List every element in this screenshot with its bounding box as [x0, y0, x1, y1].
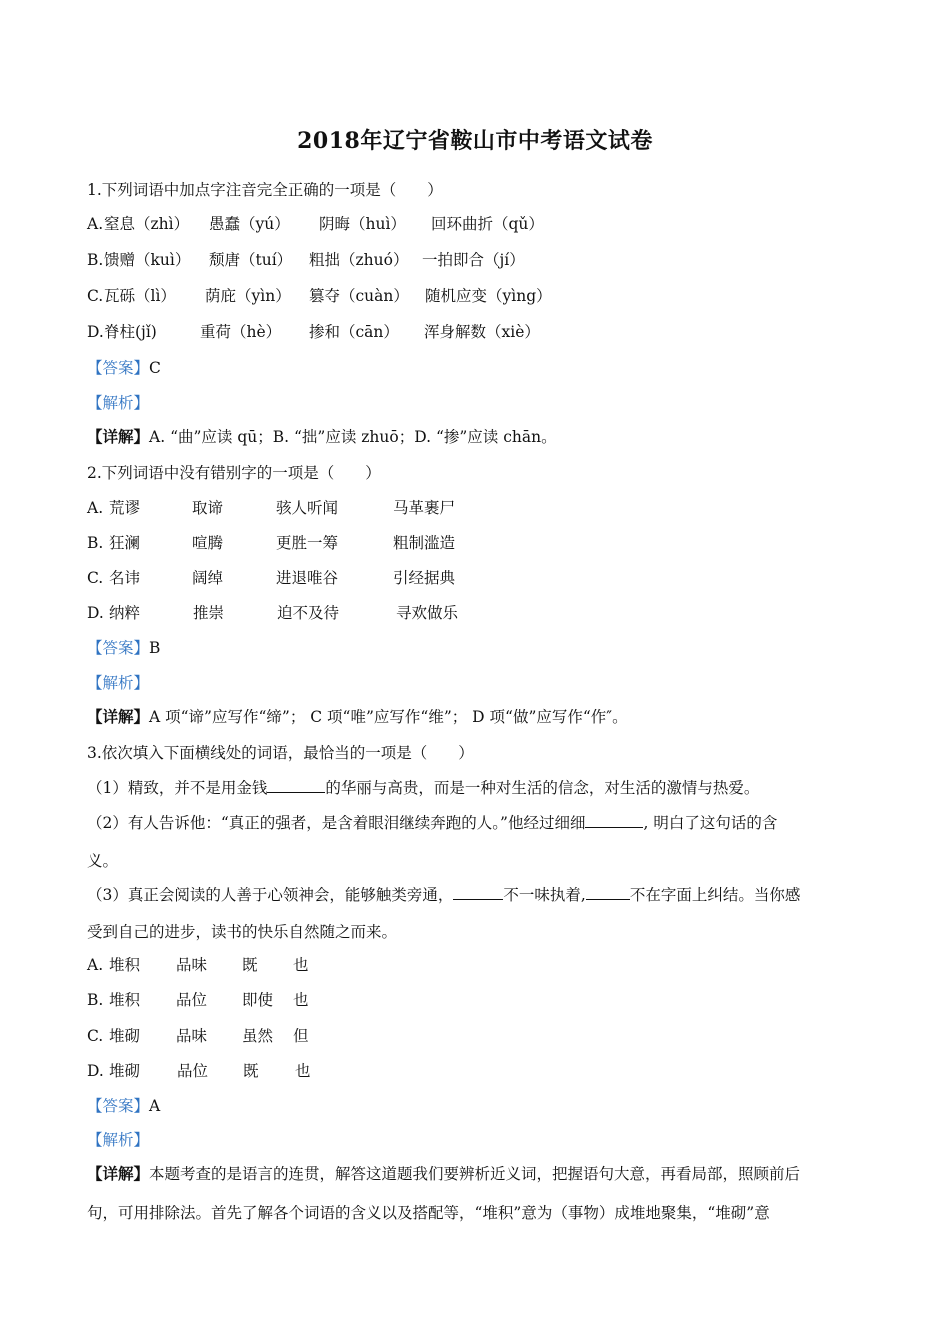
option-letter: D.	[87, 1062, 104, 1080]
question-1-answer	[87, 358, 161, 378]
option-item: 荒谬	[109, 499, 141, 517]
option-letter: D.	[87, 323, 104, 341]
sentence-text: （1）精致，并不是用金钱	[87, 779, 268, 797]
option-item: 浑身解数（xiè）	[424, 323, 540, 341]
option-item: 既	[243, 1062, 259, 1080]
option-letter: B.	[87, 991, 104, 1009]
option-item: 名讳	[109, 569, 141, 587]
detail-text: 本题考查的是语言的连贯，解答这道题我们要辨析近义词，把握语句大意，再看局部，照顾前后	[149, 1165, 801, 1183]
option-letter: A.	[87, 499, 104, 517]
question-1-detail	[87, 427, 557, 447]
option-letter: D.	[87, 604, 104, 622]
option-item: 既	[242, 956, 258, 974]
option-item: 堆积	[109, 956, 141, 974]
option-item: 堆砌	[109, 1062, 141, 1080]
option-item: 骇人听闻	[276, 499, 339, 517]
option-letter: A.	[87, 956, 104, 974]
option-item: 一拍即合（jí）	[422, 251, 525, 269]
question-3-detail	[87, 1164, 867, 1184]
answer-tag: 【答案】	[87, 1097, 150, 1115]
question-1-analysis-tag: 【解析】	[87, 394, 150, 412]
option-letter: C.	[87, 569, 104, 587]
option-item: 也	[295, 1062, 311, 1080]
option-letter: C.	[87, 1027, 104, 1045]
fill-blank	[267, 778, 325, 793]
detail-tag: 【详解】	[87, 1164, 150, 1183]
option-item: 阴晦（huì）	[319, 215, 406, 233]
option-item: 虽然	[242, 1027, 274, 1045]
sentence-text: （3）真正会阅读的人善于心领神会，能够触类旁通，	[87, 886, 454, 904]
option-item: 引经据典	[393, 569, 456, 587]
fill-blank	[453, 885, 503, 900]
answer-value: C	[149, 359, 161, 377]
sentence-text: 不在字面上纠结。当你感	[629, 886, 801, 904]
option-item: 随机应变（yìng）	[425, 287, 552, 305]
option-item: 窒息（zhì）	[104, 215, 190, 233]
option-item: 狂澜	[109, 534, 141, 552]
fill-blank	[586, 885, 630, 900]
option-item: 脊柱(jǐ)	[104, 323, 157, 341]
question-2-detail	[87, 707, 628, 727]
option-item: 掺和（cān）	[309, 323, 399, 341]
option-item: 阔绰	[192, 569, 224, 587]
option-item: 马革裹尸	[393, 499, 456, 517]
option-item: 纳粹	[109, 604, 141, 622]
option-item: 品位	[176, 991, 208, 1009]
answer-value: B	[149, 639, 161, 657]
question-3-answer	[87, 1096, 160, 1116]
page-title: 2018年辽宁省鞍山市中考语文试卷	[297, 128, 653, 154]
option-item: 粗拙（zhuó）	[309, 251, 409, 269]
question-3-sentence-3-cont: 受到自己的进步，读书的快乐自然随之而来。	[87, 923, 398, 941]
option-item: 推崇	[193, 604, 225, 622]
option-item: 进退唯谷	[276, 569, 339, 587]
sentence-text: 不一味执着,	[503, 886, 586, 904]
option-item: 回环曲折（qǔ）	[431, 215, 544, 233]
option-item: 堆积	[109, 991, 141, 1009]
answer-tag: 【答案】	[87, 639, 150, 657]
question-1-stem: 1.下列词语中加点字注音完全正确的一项是（ ）	[87, 181, 443, 199]
option-item: 也	[293, 991, 309, 1009]
option-item: 迫不及待	[277, 604, 340, 622]
option-item: 也	[293, 956, 309, 974]
option-item: 馈赠（kuì）	[104, 251, 191, 269]
option-item: 寻欢做乐	[396, 604, 459, 622]
fill-blank	[585, 813, 643, 828]
question-2-stem: 2.下列词语中没有错别字的一项是（ ）	[87, 464, 381, 482]
sentence-text: , 明白了这句话的含	[643, 814, 778, 832]
sentence-text: （2）有人告诉他：“真正的强者，是含着眼泪继续奔跑的人。”他经过细细	[87, 814, 586, 832]
option-item: 荫庇（yìn）	[205, 287, 291, 305]
question-3-sentence-2	[87, 813, 777, 833]
detail-tag: 【详解】	[87, 427, 150, 446]
question-3-analysis-tag: 【解析】	[87, 1131, 150, 1149]
option-item: 品位	[177, 1062, 209, 1080]
question-2-analysis-tag: 【解析】	[87, 674, 150, 692]
option-letter: C.	[87, 287, 104, 305]
option-item: 但	[293, 1027, 309, 1045]
answer-tag: 【答案】	[87, 359, 150, 377]
option-item: 篡夺（cuàn）	[309, 287, 409, 305]
option-item: 取谛	[192, 499, 224, 517]
option-item: 瓦砾（lì）	[104, 287, 176, 305]
option-item: 堆砌	[109, 1027, 141, 1045]
option-letter: B.	[87, 251, 104, 269]
question-3-detail-cont: 句，可用排除法。首先了解各个词语的含义以及搭配等，“堆积”意为（事物）成堆地聚集，“堆砌”意	[87, 1204, 770, 1222]
question-3-stem: 3.依次填入下面横线处的词语，最恰当的一项是（ ）	[87, 744, 474, 762]
option-letter: A.	[87, 215, 104, 233]
option-item: 品味	[176, 1027, 208, 1045]
detail-tag: 【详解】	[87, 707, 150, 726]
option-item: 更胜一筹	[276, 534, 339, 552]
option-item: 愚蠢（yú）	[209, 215, 290, 233]
detail-text: A 项“谛”应写作“缔”； C 项“唯”应写作“维”； D 项“做”应写作“作″。	[149, 708, 628, 726]
answer-value: A	[149, 1097, 161, 1115]
sentence-text: 的华丽与高贵，而是一种对生活的信念，对生活的激情与热爱。	[325, 779, 760, 797]
option-item: 即使	[242, 991, 274, 1009]
option-item: 颓唐（tuí）	[209, 251, 293, 269]
option-item: 品味	[176, 956, 208, 974]
option-letter: B.	[87, 534, 104, 552]
detail-text: A. “曲”应读 qū；B. “拙”应读 zhuō；D. “掺”应读 chān。	[149, 428, 557, 446]
option-item: 喧腾	[192, 534, 224, 552]
question-3-sentence-2-cont: 义。	[87, 852, 119, 870]
option-item: 重荷（hè）	[200, 323, 282, 341]
question-3-sentence-1	[87, 778, 759, 798]
question-3-sentence-3	[87, 885, 800, 905]
option-item: 粗制滥造	[393, 534, 456, 552]
question-2-answer	[87, 638, 160, 658]
